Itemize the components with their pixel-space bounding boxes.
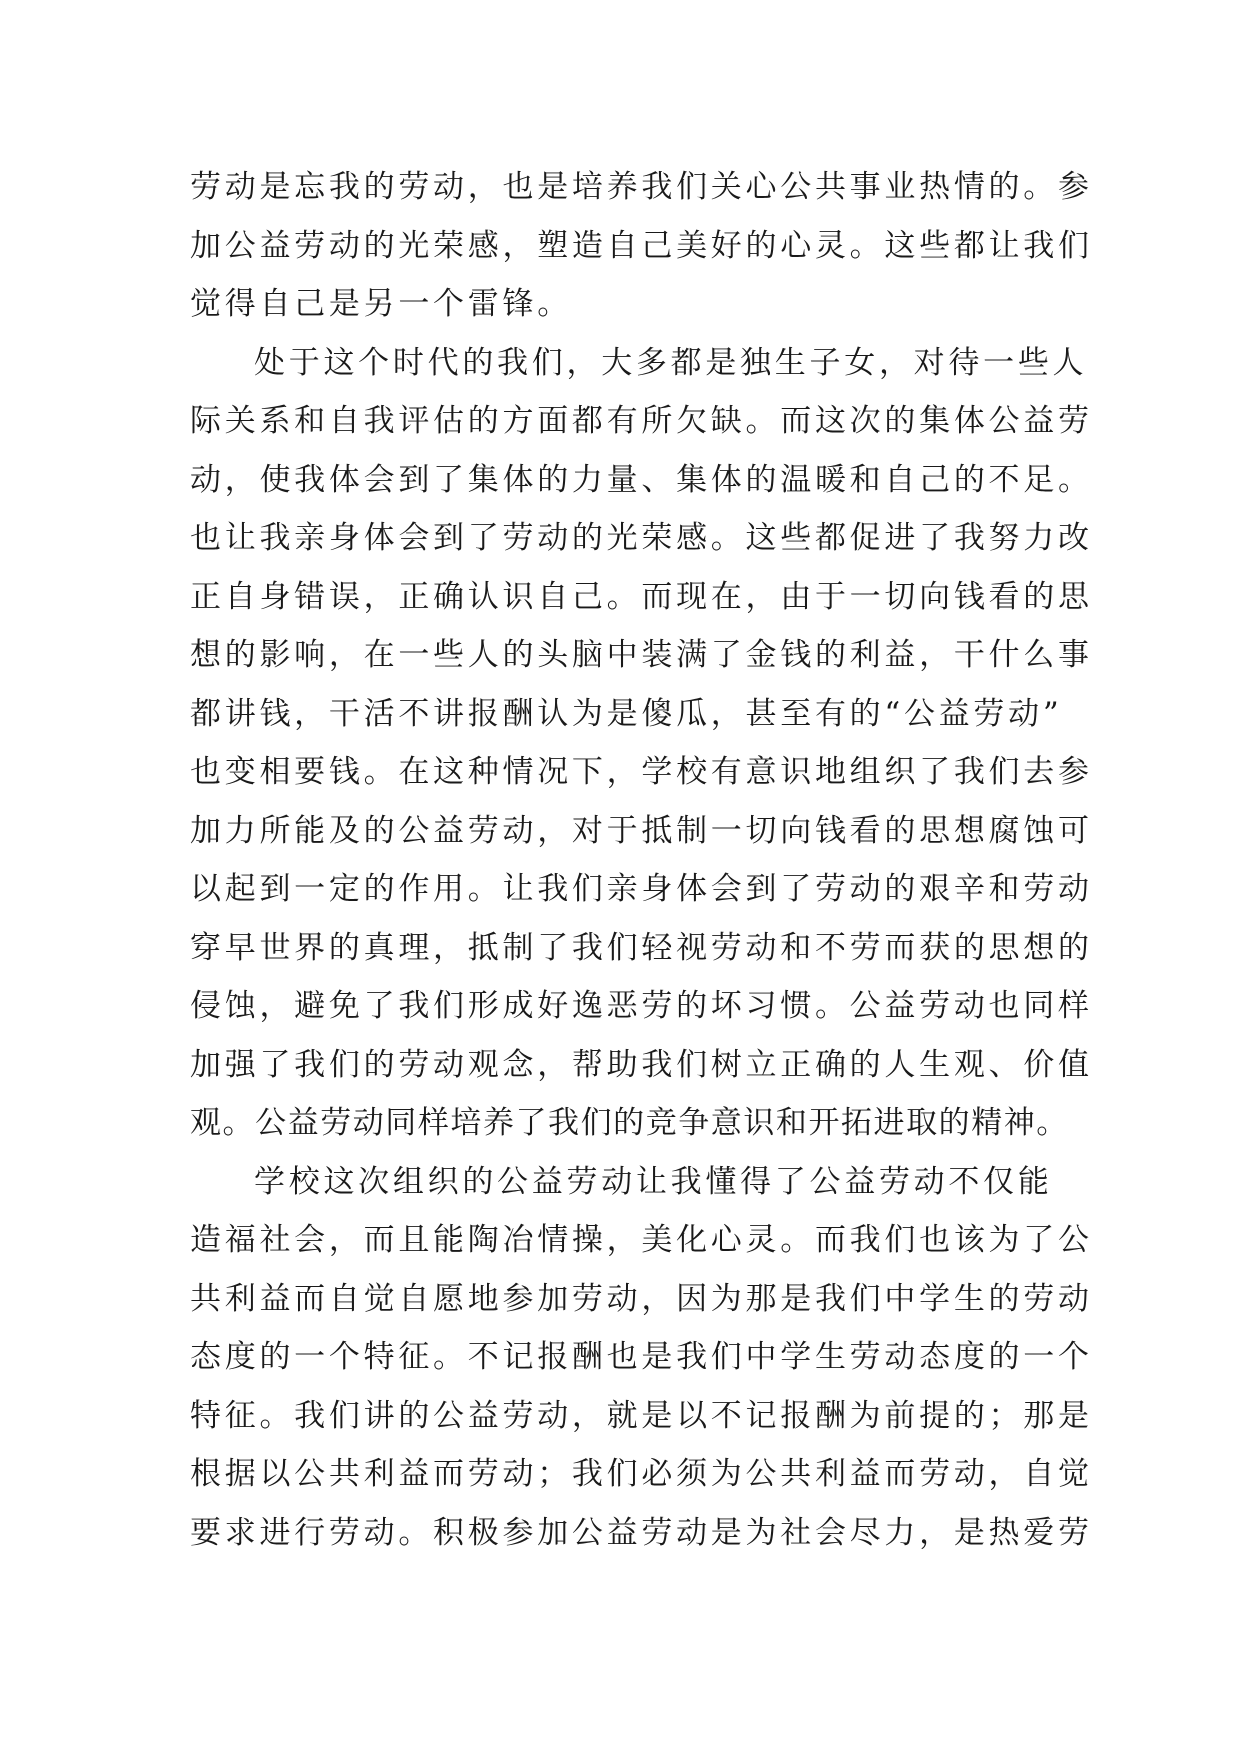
text-line: 想的影响，在一些人的头脑中装满了金钱的利益，干什么事 bbox=[190, 637, 1093, 673]
text-line: 劳动是忘我的劳动，也是培养我们关心公共事业热情的。参 bbox=[190, 169, 1093, 205]
text-line: 共利益而自觉自愿地参加劳动，因为那是我们中学生的劳动 bbox=[190, 1280, 1093, 1317]
paragraph-first-line: 处于这个时代的我们，大多都是独生子女，对待一些人 bbox=[254, 344, 1088, 381]
text-line: 加强了我们的劳动观念，帮助我们树立正确的人生观、价值 bbox=[190, 1046, 1093, 1083]
text-line: 正自身错误，正确认识自己。而现在，由于一切向钱看的思 bbox=[190, 578, 1093, 615]
text-line: 际关系和自我评估的方面都有所欠缺。而这次的集体公益劳 bbox=[190, 403, 1093, 439]
text-line: 以起到一定的作用。让我们亲身体会到了劳动的艰辛和劳动 bbox=[190, 871, 1093, 907]
text-line: 观。公益劳动同样培养了我们的竞争意识和开拓进取的精神。 bbox=[190, 1105, 1069, 1141]
text-line: 特征。我们讲的公益劳动，就是以不记报酬为前提的；那是 bbox=[190, 1397, 1093, 1434]
text-line: 根据以公共利益而劳动；我们必须为公共利益而劳动，自觉 bbox=[190, 1456, 1093, 1492]
text-line: 态度的一个特征。不记报酬也是我们中学生劳动态度的一个 bbox=[190, 1339, 1093, 1375]
text-line: 穿早世界的真理，抵制了我们轻视劳动和不劳而获的思想的 bbox=[190, 929, 1093, 966]
text-line: 觉得自己是另一个雷锋。 bbox=[190, 286, 572, 322]
text-line: 加公益劳动的光荣感，塑造自己美好的心灵。这些都让我们 bbox=[190, 227, 1093, 264]
text-line: 动，使我体会到了集体的力量、集体的温暖和自己的不足。 bbox=[190, 461, 1093, 498]
text-line: 也变相要钱。在这种情况下，学校有意识地组织了我们去参 bbox=[190, 754, 1093, 790]
text-line: 侵蚀，避免了我们形成好逸恶劳的坏习惯。公益劳动也同样 bbox=[190, 988, 1093, 1024]
text-line: 都讲钱，干活不讲报酬认为是傻瓜，甚至有的“公益劳动” bbox=[190, 695, 1063, 732]
text-line: 也让我亲身体会到了劳动的光荣感。这些都促进了我努力改 bbox=[190, 520, 1093, 556]
body-text bbox=[190, 158, 1093, 1562]
text-line: 造福社会，而且能陶冶情操，美化心灵。而我们也该为了公 bbox=[190, 1222, 1093, 1258]
text-line: 要求进行劳动。积极参加公益劳动是为社会尽力，是热爱劳 bbox=[190, 1514, 1093, 1551]
text-line: 加力所能及的公益劳动，对于抵制一切向钱看的思想腐蚀可 bbox=[190, 812, 1093, 849]
paragraph-first-line: 学校这次组织的公益劳动让我懂得了公益劳动不仅能 bbox=[254, 1163, 1053, 1200]
